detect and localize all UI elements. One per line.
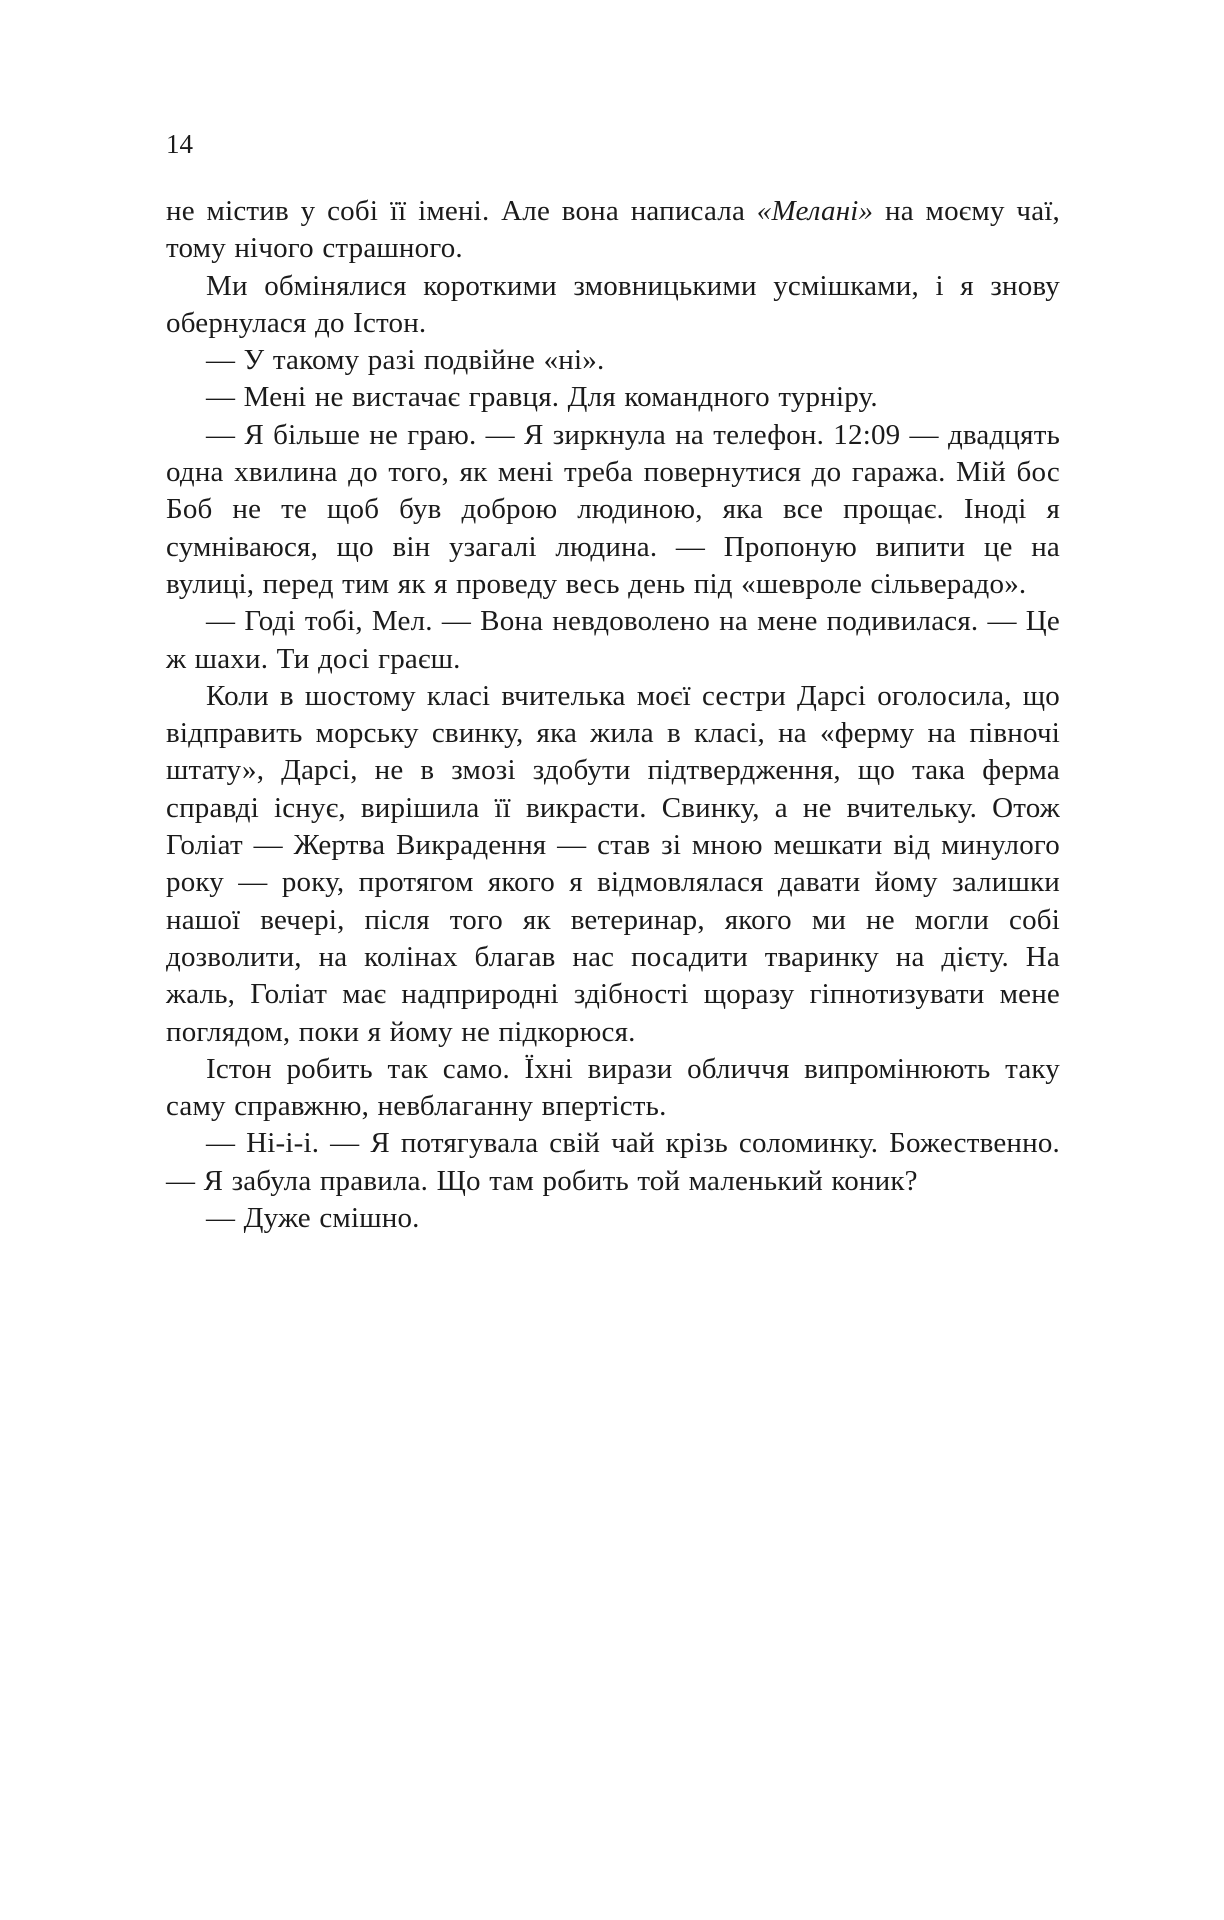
- body-text: — У такому разі подвійне «ні».: [206, 344, 605, 377]
- paragraph: [166, 417, 1060, 603]
- paragraph: [166, 379, 1060, 416]
- body-text: — Годі тобі, Мел. — Вона невдоволено на мене подивилася. — Це ж шахи. Ти досі граєш.: [166, 605, 1060, 675]
- body-text: Ми обмінялися короткими змовницькими усмішками, і я знову обернулася до Істон.: [166, 269, 1060, 339]
- paragraph: [166, 1125, 1060, 1200]
- body-text: на моєму чаї, тому нічого страшного.: [166, 195, 1060, 265]
- paragraph: [166, 603, 1060, 678]
- italic-text: «Мелані»: [756, 195, 874, 227]
- paragraph: [166, 1051, 1060, 1126]
- paragraph: [166, 193, 1060, 268]
- body-text: — Я більше не граю. — Я зиркнула на телефон. 12:09 — двадцять одна хвилина до того, як мені треба повернутися до гаража. Мій бос Боб не те щоб був доброю людиною, яка все прощає. Іноді я сумніваюся, що він узагалі людина. — Пропоную випити це на вулиці, перед тим як я проведу весь день під «шевроле сільверадо».: [166, 418, 1060, 600]
- paragraph: [166, 268, 1060, 343]
- paragraph: [166, 1200, 1060, 1237]
- body-text: не містив у собі її імені. Але вона написала: [166, 195, 757, 227]
- paragraph: [166, 342, 1060, 379]
- body-text: — Дуже смішно.: [206, 1202, 420, 1235]
- paragraph: [166, 678, 1060, 1051]
- page-text: [166, 193, 1060, 1237]
- body-text: Коли в шостому класі вчителька моєї сестри Дарсі оголосила, що відправить морську свинку, яка жила в класі, на «ферму на півночі штату», Дарсі, не в змозі здобути підтвердження, що така ферма справді існує, вирішила її викрасти. Свинку, а не вчительку. Отож Голіат — Жертва Викрадення — став зі мною мешкати від минулого року — року, протягом якого я відмовлялася давати йому залишки нашої вечері, після того як ветеринар, якого ми не могли собі дозволити, на колінах благав нас посадити тваринку на дієту. На жаль, Голіат має надприродні здібності щоразу гіпнотизувати мене поглядом, поки я йому не підкорюся.: [166, 679, 1060, 1048]
- body-text: Істон робить так само. Їхні вирази обличчя випромінюють таку саму справжню, невблаганну впертість.: [166, 1052, 1060, 1123]
- body-text: — Ні-і-і. — Я потягувала свій чай крізь соломинку. Божественно. — Я забула правила. Що там робить той маленький коник?: [166, 1127, 1060, 1197]
- page-number: 14: [166, 129, 193, 159]
- body-text: — Мені не вистачає гравця. Для командного турніру.: [206, 381, 878, 414]
